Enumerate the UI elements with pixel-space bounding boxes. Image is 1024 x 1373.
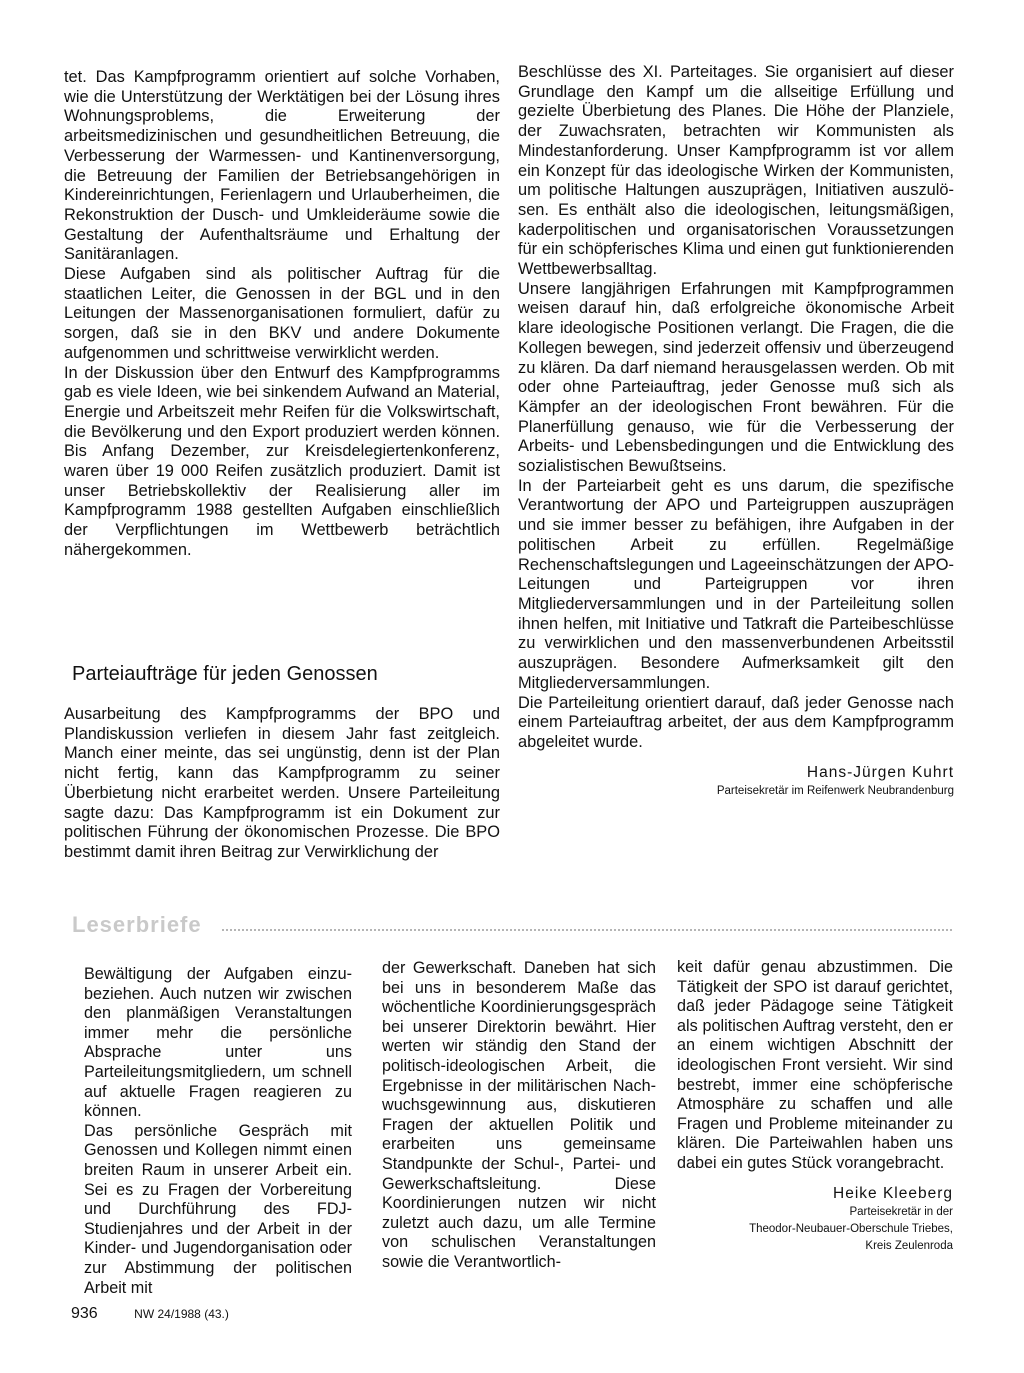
paragraph: Die Parteileitung orientiert darauf, daß jeder Genosse nach einem Parteiauftrag arbeitet, der aus dem Kampfprogramm abgeleitet wurde. <box>518 693 954 751</box>
paragraph: tet. Das Kampfprogramm orientiert auf solche Vorhaben, wie die Unterstützung der Werktätigen bei der Lösung ihres Wohnungsproblems, die Erweiterung der arbeitsmedizinischen und gesundheitlichen Betreuung, die Verbesserung der Warmessen- und Kantinenversorgung, die Betreuung der Familien der Betriebsangehörigen in Kindereinrichtungen, Ferienlagern und Urlauberheimen, die Rekonstruktion der Dusch- und Umkleideräume sowie die Gestaltung der Aufenthaltsräume und Erhaltung der Sanitäranlagen. <box>64 68 500 264</box>
letter-author-role-line: Kreis Zeulenroda <box>865 1240 953 1253</box>
article-column-left <box>64 68 500 561</box>
letter-author-role-line: Parteisekretär in der <box>849 1206 953 1219</box>
page-footer <box>71 1304 229 1324</box>
paragraph: Ausarbeitung des Kampfprogramms der BPO und Plandiskussion verliefen in diesem Jahr fast zeitgleich. Manch einer meinte, das sei ungünstig, denn ist der Plan nicht fertig, kann das Kampfprogramm zu seiner Überbietung nicht erarbeitet werden. Unsere Parteileitung sagte dazu: Das Kampfprogramm ist ein Dokument zur politischen Führung der ökonomischen Prozesse. Die BPO bestimmt damit ihren Beitrag zur Verwirklichung der <box>64 705 500 861</box>
section-divider <box>222 929 952 931</box>
paragraph: der Gewerkschaft. Daneben hat sich bei uns in besonderem Maße das wöchentliche Koordinierungsgespräch bei unserer Direktorin bewährt. Hier werten wir ständig den Stand der politisch-ideologischen Arbeit, die Ergebnisse in der militärischen Nachwuchsgewinnung aus, diskutieren Fragen der aktuellen Politik und erarbeiten uns gemeinsame Standpunkte der Schul-, Partei- und Gewerkschaftsleitung. Diese Koordinierungen nutzen wir nicht zuletzt auch dazu, um alle Termine von schulischen Veranstaltungen sowie die Verantwortlich- <box>382 959 656 1271</box>
letters-section-label: Leserbriefe <box>72 912 202 937</box>
journal-issue: NW 24/1988 (43.) <box>134 1307 229 1321</box>
article-column-left-continued <box>64 705 500 863</box>
paragraph: Diese Aufgaben sind als politischer Auftrag für die staatlichen Leiter, die Genossen in der BGL und in den Leitungen der Massenorganisationen formuliert, dafür zu sorgen, daß sie in den BKV und andere Dokumente aufgenommen und schrittweise verwirklicht werden. <box>64 265 500 362</box>
paragraph: Unsere langjährigen Erfahrungen mit Kampfprogrammen weisen darauf hin, daß erfolgreiche ökonomische Arbeit klare ideologische Positionen verlangt. Die Fragen, die die Kollegen bewegen, sind jederzeit offensiv und überzeugend zu klären. Da darf niemand herausgelassen werden. Ob mit oder ohne Parteiauftrag, jeder Genosse muß sich als Kämpfer an der ideologischen Front bewähren. Für die Planerfüllung genauso, wie für die Verbesserung der Arbeits- und Lebensbedingungen und die Entwicklung des sozialistischen Bewußtseins. <box>518 279 954 476</box>
author-role: Parteisekretär im Reifenwerk Neubrandenburg <box>716 785 954 798</box>
paragraph: keit dafür genau abzustimmen. Die Tätigkeit der SPO ist darauf gerichtet, daß jeder Pädagoge seine Tätigkeit als politischen Auftrag versteht, den er an einem wichtigen Abschnitt der ideologischen Front versieht. Wir sind bestrebt, immer eine schöpferische Atmosphäre zu schaffen und alle Fragen und Probleme miteinander zu klären. Die Parteiwahlen haben uns dabei ein gutes Stück vorangebracht. <box>677 958 953 1172</box>
letter-column-2 <box>382 959 656 1273</box>
author-name: Hans-Jürgen Kuhrt <box>806 763 954 781</box>
letters-section-band <box>72 912 952 938</box>
section-heading: Parteiaufträge für jeden Genossen <box>72 663 378 685</box>
article-column-right <box>518 63 954 799</box>
paragraph: In der Diskussion über den Entwurf des Kampfprogramms gab es viele Ideen, wie bei sinkendem Aufwand an Material, Energie und Arbeitszeit mehr Reifen für die Volkswirtschaft, die Bevölkerung und den Export produziert werden können. Bis Anfang Dezember, zur Kreisdelegiertenkonferenz, waren über 19 000 Reifen zusätzlich produziert. Damit ist unser Betriebskollektiv der Realisierung aller im Kampfprogramm 1988 gestellten Aufgaben einschließlich der Verpflichtungen im Wettbewerb beträchtlich nähergekommen. <box>64 363 500 559</box>
paragraph: Bewältigung der Aufgaben einzubeziehen. Auch nutzen wir zwischen den planmäßigen Veranstaltungen immer mehr die persönliche Absprache unter uns Parteileitungsmitgliedern, um schnell auf aktuelle Fragen reagieren zu können. <box>84 965 352 1121</box>
letter-column-1 <box>84 965 352 1298</box>
letter-author-name: Heike Kleeberg <box>833 1184 953 1202</box>
letter-column-3 <box>677 958 953 1254</box>
letter-author-role-line: Theodor-Neubauer-Oberschule Triebes, <box>749 1223 953 1236</box>
paragraph: Das persönliche Gespräch mit Genossen und Kollegen nimmt einen breiten Raum in unserer Arbeit ein. Sei es zu Fragen der Vorbereitung und Durchführung des FDJ-Studienjahres und der Arbeit in der Kinder- und Jugendorganisation oder zur Abstimmung der politischen Arbeit mit <box>84 1121 352 1297</box>
paragraph: Beschlüsse des XI. Parteitages. Sie organisiert auf dieser Grundlage den Kampf um die allseitige Erfüllung und gezielte Überbietung des Planes. Die Höhe der Planziele, der Zuwachsraten, betrachten wir Kommunisten als Mindestanforderung. Unser Kampfprogramm ist vor allem ein Konzept für das ideologische Wirken der Kommunisten, um politische Haltungen auszuprägen, Initiativen auszulösen. Es enthält also die ideologischen, leitungsmäßigen, kaderpolitischen und organisatorischen Voraussetzungen für ein schöpferisches Klima und einen gut funktionierenden Wettbewerbsalltag. <box>518 63 954 279</box>
paragraph: In der Parteiarbeit geht es uns darum, die spezifische Verantwortung der APO und Parteigruppen auszuprägen und sie immer besser zu befähigen, ihre Aufgaben in der politischen Arbeit zu erfüllen. Regelmäßige Rechenschaftslegungen und Lageeinschätzungen der APO-Leitungen und Parteigruppen vor ihren Mitgliederversammlungen und in der Parteileitung sollen ihnen helfen, mit Initiative und Tatkraft die Parteibeschlüsse zu verwirklichen und den massenverbundenen Arbeitsstil auszuprägen. Besondere Aufmerksamkeit gilt den Mitgliederversammlungen. <box>518 476 954 692</box>
page-number: 936 <box>71 1305 98 1322</box>
